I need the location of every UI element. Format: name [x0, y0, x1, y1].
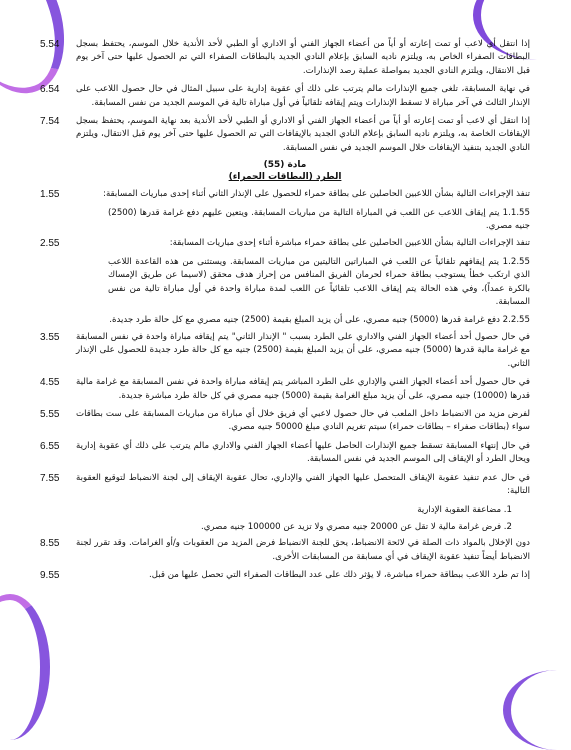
clause-text: في حال حصول أحد أعضاء الجهاز الفني والاداري على الطرد بسبب " الإنذار الثاني" يتم إيقافه مباراة واحدة في نفس المسابقة مع غرامة مالية قدرها (5000) جنيه مصري، على أن يزيد المبلغ بقيمة (2500) جنيه مع كل حالة طرد جديدة للحصول على الإنذار الثاني.	[76, 331, 530, 369]
subclause-2-2-55	[108, 314, 530, 327]
subclause-text: 1.1.55 يتم إيقاف اللاعب عن اللعب في المباراة التالية من مباريات المسابقة. ويتعين عليهم دفع غرامة قدرها (2500) جنيه مصري.	[108, 207, 530, 232]
clause-number: 6.54	[40, 84, 60, 96]
clause-text: تنفذ الإجراءات التالية بشأن اللاعبين الحاصلين على بطاقة حمراء مباشرة أثناء إحدى مباريات المسابقة:	[169, 238, 530, 249]
subclause-text: 2.2.55 دفع غرامة قدرها (5000) جنيه مصري، على أن يزيد المبلغ بقيمة (2500) جنيه مصري مع كل حالة طرد جديدة.	[109, 314, 530, 325]
clause-number: 4.55	[40, 377, 60, 389]
clause-number: 8.55	[40, 538, 60, 550]
clause-number: 3.55	[40, 331, 60, 343]
clause-6-54	[40, 83, 530, 110]
decorative-swirl-bottom-right	[503, 670, 571, 750]
clause-number: 9.55	[40, 570, 60, 582]
clause-text: إذا تم طرد اللاعب ببطاقة حمراء مباشرة، لا يؤثر ذلك على عدد البطاقات الصفراء التي تحصل عليها من قبل.	[149, 570, 530, 581]
article-subtitle: الطرد (البطاقات الحمراء)	[228, 172, 342, 183]
clause-text: في حال حصول أحد أعضاء الجهاز الفني والإداري على الطرد المباشر يتم إيقافه مباراة واحدة في نفس المسابقة مع غرامة مالية قدرها (10000) جنيه مصري، على أن يزيد مبلغ الغرامة بقيمة (5000) جنيه مصري في كل حالة طرد مباشرة جديدة.	[76, 377, 530, 401]
clause-text: دون الإخلال بالمواد ذات الصلة في لائحة الانضباط، يحق للجنة الانضباط فرض المزيد من العقوبات و/أو الغرامات. وقد تقرر لجنة الانضباط أيضاً تنفيذ عقوبة الإيقاف في أي مسابقة من المسابقات الأخرى.	[76, 538, 530, 562]
clause-text: إذا انتقل أي لاعب أو تمت إعارته أو أياً من أعضاء الجهاز الفني أو الاداري أو الطبي لأحد الأندية بعد نهاية الموسم، يحتفظ بسجل الإيقافات الخاصة به، ويلتزم ناديه السابق بإعلام النادي الجديد بالإيقافات التي تم الحصول عليها حتى آخر يوم قبل الانتقال، ويلتزم النادي الجديد بتنفيذ الإيقافات خلال الموسم الجديد في نفس المسابقة.	[76, 116, 530, 153]
clause-number: 6.55	[40, 440, 60, 452]
subclause-text: 1.2.55 يتم إيقافهم تلقائياً عن اللعب في المباراتين التاليتين من مباريات المسابقة. ويستثنى من هذه القاعدة اللاعب الذي ارتكب خطأ يستوجب بطاقة حمراء لحرمان الفريق المنافس من إحراز هدف محقق (لاسيما عن طريق الإمساك بالكرة عمداً)، وفي هذه الحالة يتم إيقاف اللاعب تلقائياً عن اللعب لمدة مباراة واحدة في أول مباراة تالية من نفس المسابقة.	[108, 256, 530, 308]
clause-5-54	[40, 38, 530, 78]
clause-text: لفرض مزيد من الانضباط داخل الملعب في حال حصول لاعبي أي فريق خلال أي مباراة من مباريات المسابقة على ست بطاقات سواء (بطاقات صفراء – بطاقات حمراء) سيتم تغريم النادي مبلغ 50000 جنيه مصري.	[76, 408, 530, 433]
clause-number: 5.54	[40, 39, 60, 50]
clause-number: 7.54	[40, 116, 60, 128]
clause-6-55	[40, 440, 530, 467]
clause-7-54	[40, 115, 530, 155]
clause-number: 2.55	[40, 238, 60, 250]
clause-1-55	[40, 188, 530, 201]
subclause-1-2-55	[108, 256, 530, 310]
clause-text: تنفذ الإجراءات التالية بشأن اللاعبين الحاصلين على بطاقة حمراء للحصول على الإنذار الثاني أثناء إحدى مباريات المسابقة:	[103, 189, 530, 200]
document-page	[40, 38, 530, 588]
clause-9-55	[40, 569, 530, 582]
subclause-1-1-55	[108, 207, 530, 234]
penalty-item: 1. مضاعفة العقوبة الإدارية	[417, 505, 512, 516]
clause-text: في حال إنتهاء المسابقة تسقط جميع الإنذارات الحاصل عليها أعضاء الجهاز الفني والاداري مالم يترتب على ذلك أي عقوبة إدارية ويحال الطرد أو الإيقاف إلى الموسم الجديد في نفس المسابقة.	[76, 440, 530, 465]
clause-3-55	[40, 331, 530, 371]
clause-number: 7.55	[40, 472, 60, 484]
clause-8-55	[40, 537, 530, 564]
article-title: مادة (55)	[263, 160, 307, 171]
clause-5-55	[40, 408, 530, 435]
clause-text: في نهاية المسابقة، تلغى جميع الإنذارات مالم يترتب على ذلك أي عقوبة إدارية على سبيل المثال في حال حصول اللاعب على الإنذار الثالث في آخر مباراة لا تسقط الإنذارات ويتم إيقافه تلقائياً في أول مباراة تالية في الموسم الجديد من نفس المسابقة.	[76, 84, 530, 108]
clause-text: إذا انتقل أي لاعب أو تمت إعارته أو أياً من أعضاء الجهاز الفني أو الاداري أو الطبي لأحد الأندية خلال الموسم، يحتفظ بسجل البطاقات الصفراء الخاص به، ويلتزم ناديه السابق بإعلام النادي الجديد بالبطاقات الصفراء التي تم الحصول عليها حتى آخر يوم قبل الانتقال، ويلتزم النادي الجديد بمواصلة عملية رصد الإنذارات.	[76, 39, 530, 76]
penalty-item: 2. فرض غرامة مالية لا تقل عن 20000 جنيه مصري ولا تزيد عن 100000 جنيه مصري.	[200, 522, 512, 533]
clause-text: في حال عدم تنفيذ عقوبة الإيقاف المتحصل عليها الجهاز الفني والإداري، تحال عقوبة الإيقاف إلى لجنة الانضباط لتوقيع العقوبة التالية:	[76, 472, 530, 496]
clause-number: 1.55	[40, 189, 60, 201]
decorative-swirl-bottom-left	[0, 594, 50, 740]
clause-number: 5.55	[40, 408, 60, 420]
clause-2-55	[40, 237, 530, 250]
clause-4-55	[40, 376, 530, 403]
clause-7-55	[40, 472, 530, 499]
